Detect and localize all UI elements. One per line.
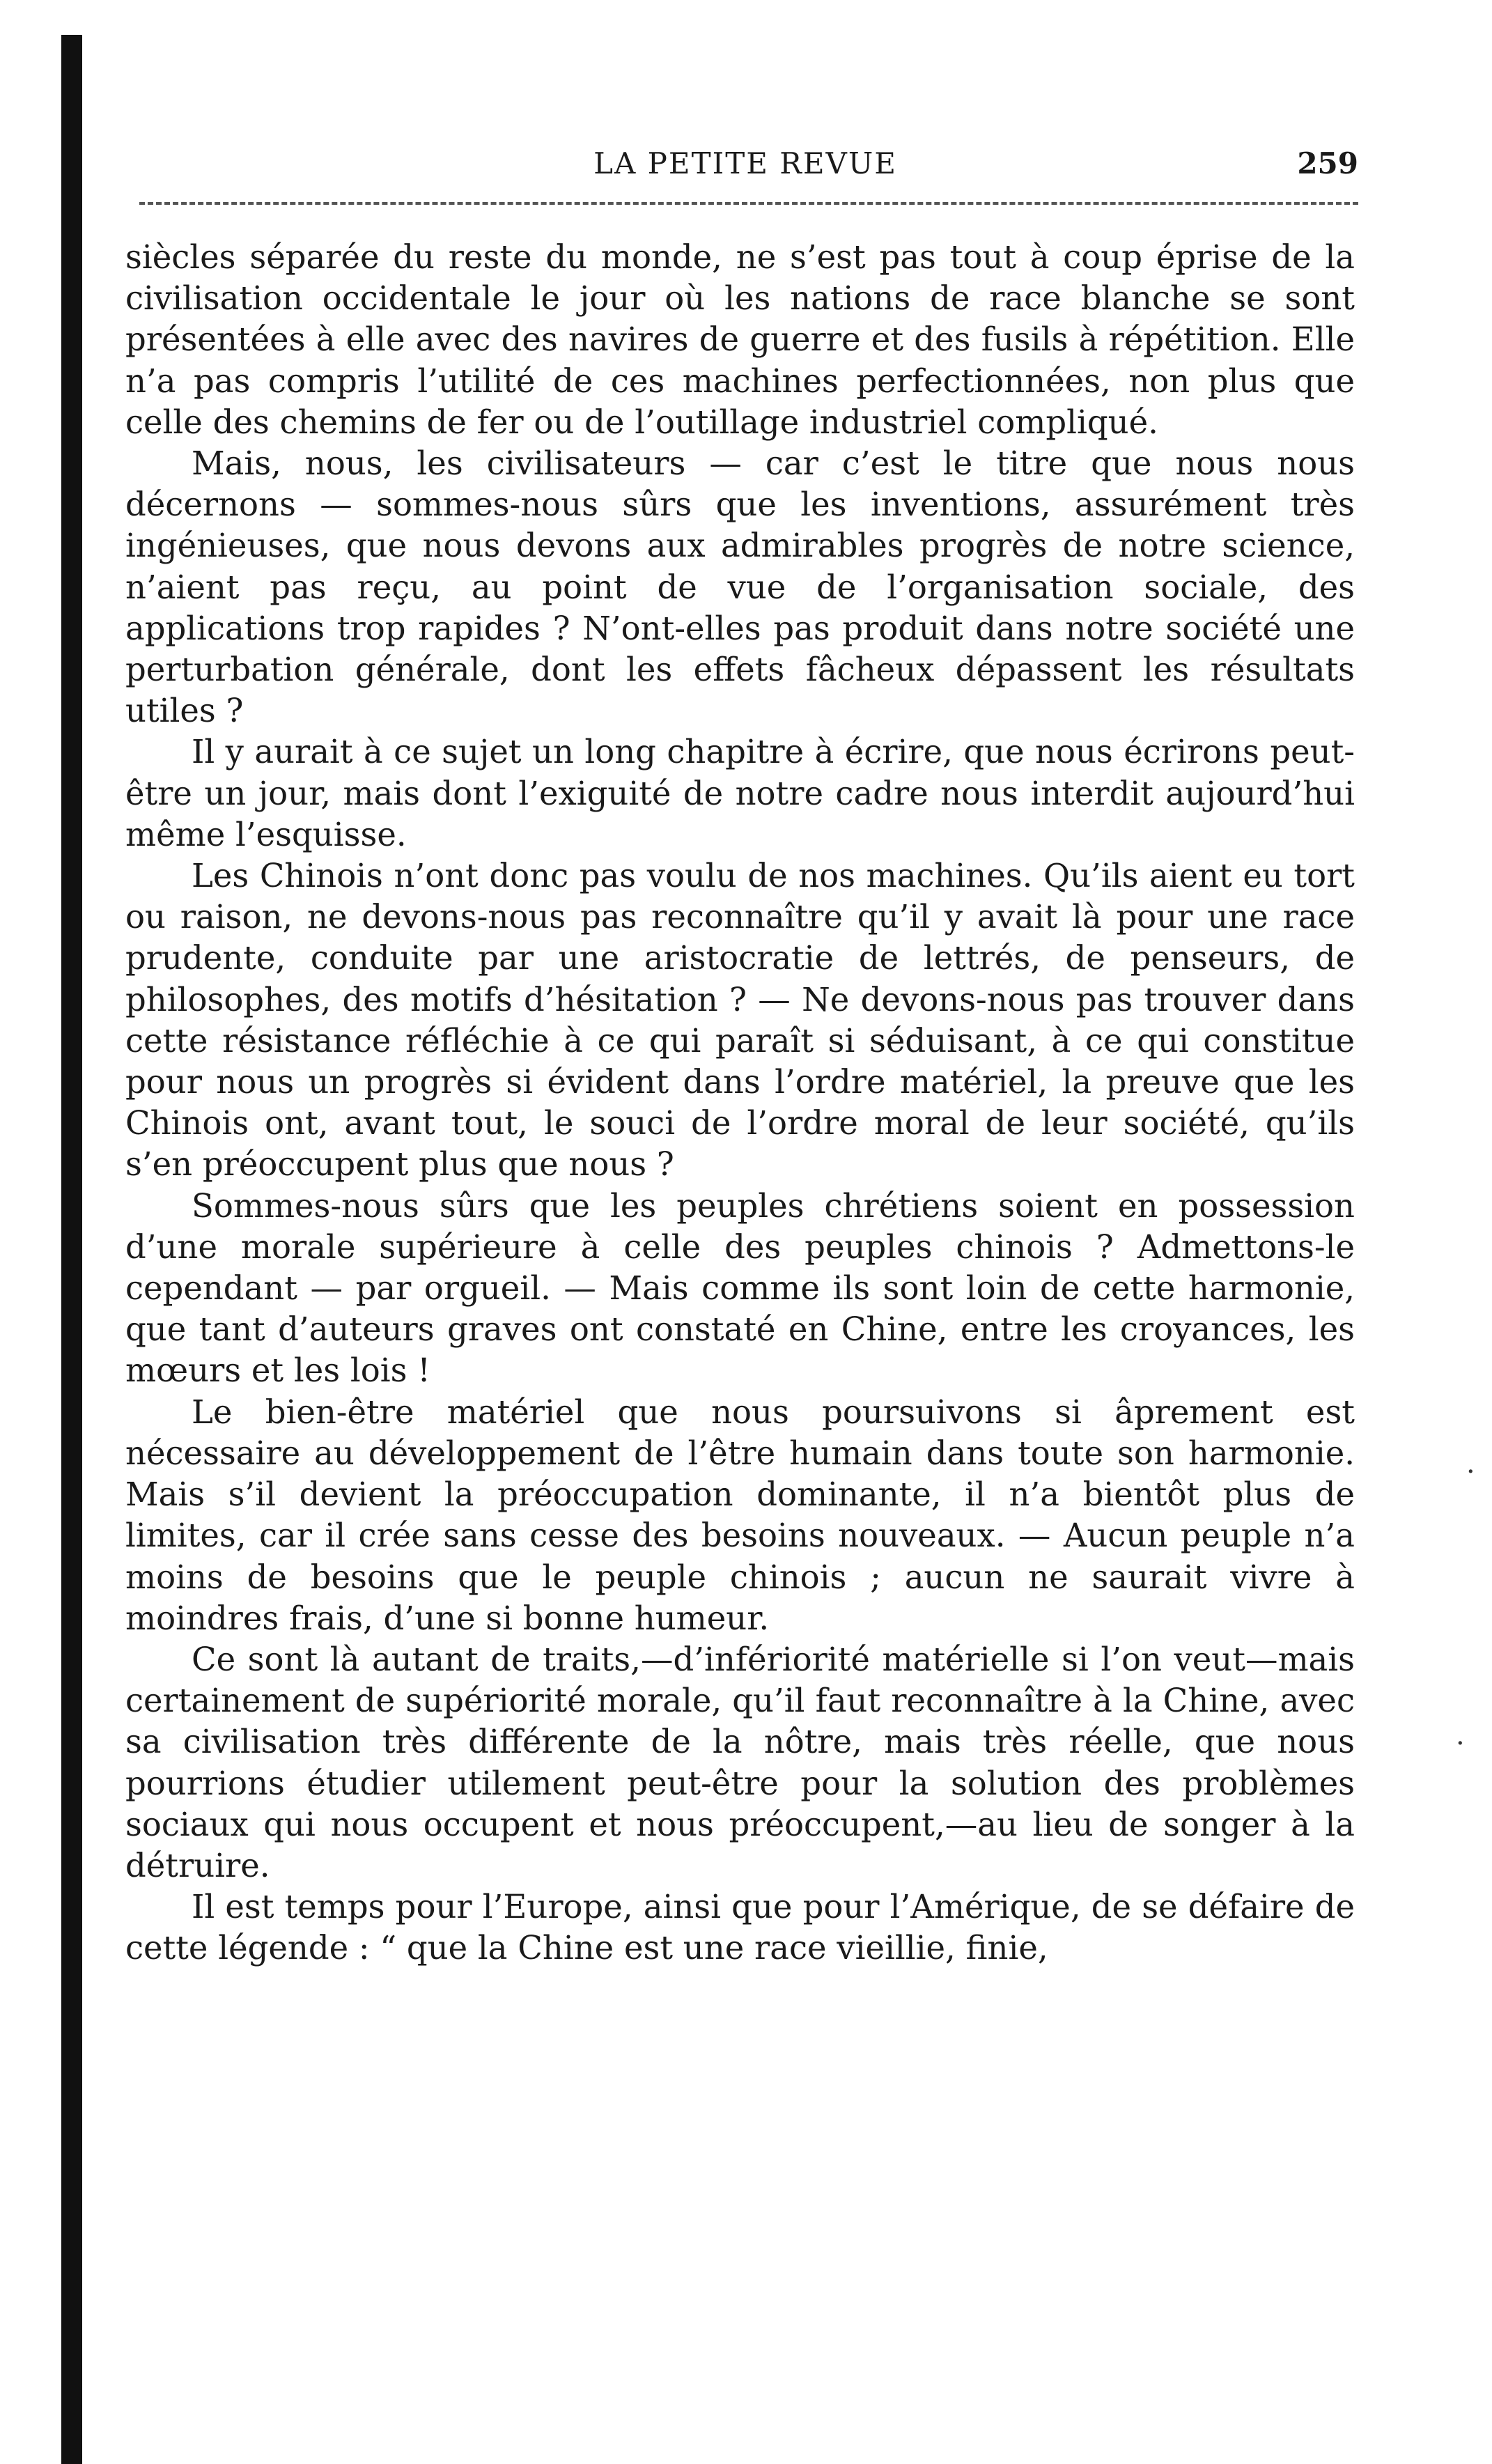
paragraph: Les Chinois n’ont donc pas voulu de nos machines. Qu’ils aient eu tort ou raison, ne devons-nous pas reconnaître qu’il y avait là pour une race prudente, conduite par une aristocratie de lettrés, de penseurs, de philosophes, des motifs d’hésitation ? — Ne devons-nous pas trouver dans cette résistance réfléchie à ce qui paraît si séduisant, à ce qui constitue pour nous un progrès si évident dans l’ordre matériel, la preuve que les Chinois ont, avant tout, le souci de l’ordre moral de leur société, qu’ils s’en préoccupent plus que nous ?: [125, 857, 1355, 1184]
page-number: 259: [1297, 146, 1358, 180]
paragraph: Mais, nous, les civilisateurs — car c’est le titre que nous nous décernons — sommes-nous sûrs que les inventions, assurément très ingénieuses, que nous devons aux admirables progrès de notre science, n’aient pas reçu, au point de vue de l’organisation sociale, des applications trop rapides ? N’ont-elles pas produit dans notre société une perturbation générale, dont les effets fâcheux dépassent les résultats utiles ?: [125, 444, 1355, 730]
page-header: [132, 146, 1358, 188]
paragraph: siècles séparée du reste du monde, ne s’est pas tout à coup éprise de la civilisation occidentale le jour où les nations de race blanche se sont présentées à elle avec des navires de guerre et des fusils à répétition. Elle n’a pas compris l’utilité de ces machines perfectionnées, non plus que celle des chemins de fer ou de l’outillage industriel compliqué.: [125, 238, 1355, 441]
paragraph: Sommes-nous sûrs que les peuples chrétiens soient en possession d’une morale supérieure à celle des peuples chinois ? Admettons-le cependant — par orgueil. — Mais comme ils sont loin de cette harmonie, que tant d’auteurs graves ont constaté en Chine, entre les croyances, les mœurs et les lois !: [125, 1186, 1355, 1390]
paragraph: Ce sont là autant de traits,—d’infériorité matérielle si l’on veut—mais certainement de supériorité morale, qu’il faut reconnaître à la Chine, avec sa civilisation très différente de la nôtre, mais très réelle, que nous pourrions étudier utilement peut-être pour la solution des problèmes sociaux qui nous occupent et nous préoccupent,—au lieu de songer à la détruire.: [125, 1640, 1355, 1884]
margin-speck: ·: [1456, 1728, 1465, 1760]
paragraph: Le bien-être matériel que nous poursuivons si âprement est nécessaire au développement de l’être humain dans toute son harmonie. Mais s’il devient la préoccupation dominante, il n’a bientôt plus de limites, car il crée sans cesse des besoins nouveaux. — Aucun peuple n’a moins de besoins que le peuple chinois ; aucun ne saurait vivre à moindres frais, d’une si bonne humeur.: [125, 1393, 1355, 1637]
paragraph: Il est temps pour l’Europe, ainsi que pour l’Amérique, de se défaire de cette légende : “ que la Chine est une race vieillie, finie,: [125, 1888, 1355, 1967]
paragraph: Il y aurait à ce sujet un long chapitre à écrire, que nous écrirons peut-être un jour, mais dont l’exiguité de notre cadre nous interdit aujourd’hui même l’esquisse.: [125, 733, 1355, 853]
margin-speck: ·: [1466, 1456, 1475, 1488]
running-title: LA PETITE REVUE: [593, 146, 897, 180]
binding-edge: [61, 35, 82, 2464]
body-text: [125, 237, 1355, 1969]
header-rule: [139, 202, 1358, 205]
